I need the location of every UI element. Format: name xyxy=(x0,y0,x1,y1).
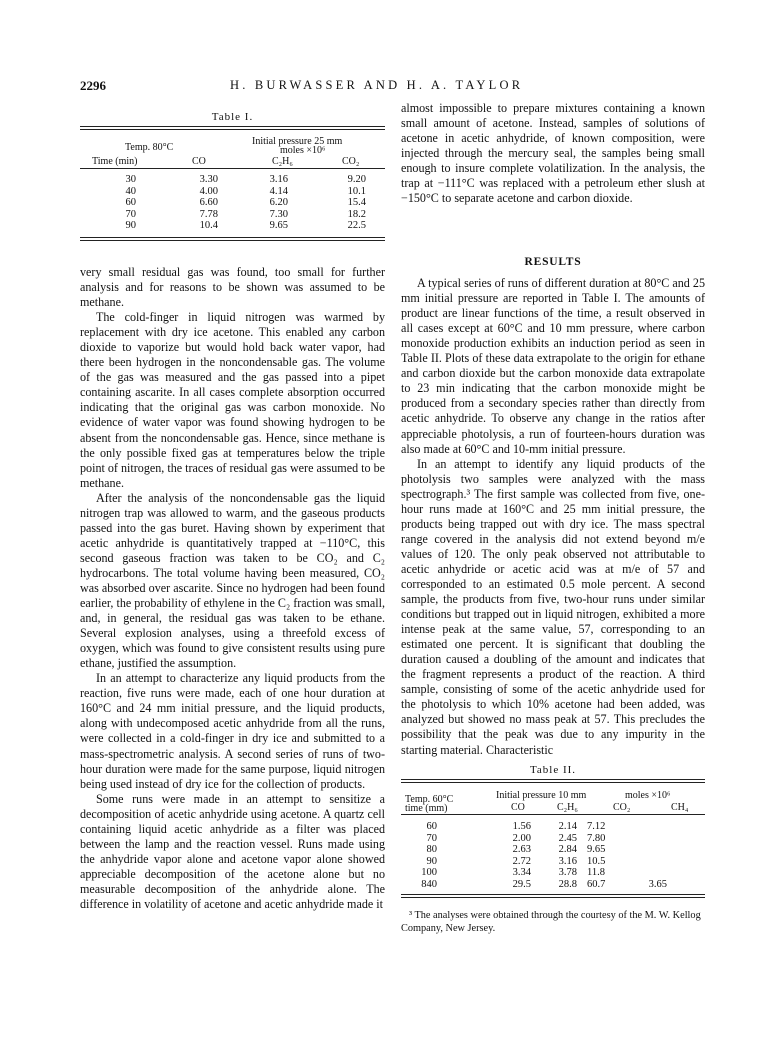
table-1-pressure: Initial pressure 25 mm xyxy=(252,136,343,147)
table-row: 70 2.00 2.45 7.80 xyxy=(426,832,606,844)
table-2-col-c2h6: C₂H₆ xyxy=(557,802,578,813)
paragraph: In an attempt to identify any liquid products of the photolysis two samples were analyzed with the mass spectrograph.³ The first sample was collected from five, one-hour runs made at 160°C and 25 mm initial pressure, the products being trapped out with dry ice. The mass spectral range covered in the analysis did not extend beyond m/e values of 120. The only peak observed not attributable to acetic anhydride or acetic acid was at m/e of 57 and corresponded to an estimated 0.5 mole percent. A second sample, the products from five, two-hour runs under similar conditions but trapped out in liquid nitrogen, exhibited a more intense peak at the same value, 57, corresponding to an estimated one percent. It is significant that doubling the duration caused a doubling of the amount and indicates that the fragment represents a product of the reaction. A third sample, consisting of some of the acetic anhydride used for the photolysis to which 10% acetone had been added, was analyzed but showed no mass peak at 57. This precludes the possibility that the peak was due to any impurity in the starting material. Characteristic xyxy=(401,456,705,757)
section-heading: RESULTS xyxy=(524,256,582,268)
table-1-col-co2: CO₂ xyxy=(342,156,360,167)
table-row: 70 7.78 7.30 18.2 xyxy=(125,208,366,220)
table-2-time: time (mm) xyxy=(405,803,448,814)
table-1-head-rule xyxy=(80,168,385,169)
table-row: 60 6.60 6.20 15.4 xyxy=(125,197,366,208)
table-1-bottom-rule-2 xyxy=(80,240,385,241)
paragraph: very small residual gas was found, too small for further analysis and for reasons to be shown was assumed to be methane. xyxy=(80,265,385,310)
paragraph: After the analysis of the noncondensable gas the liquid nitrogen trap was allowed to warm, and the gaseous products passed into the gas buret. Having shown by experiment that acetic anhydride is quantitatively trapped at −110°C, this second gaseous fraction was taken to be CO₂ and C₂ hydrocarbons. The total volume having been measured, CO₂ was absorbed over ascarite. Since no hydrogen had been found earlier, the probability of ethylene in the C₂ fraction was small, and, in general, the residual gas was taken to be ethane. Several explosion analyses, using a threefold excess of oxygen, which was found to give consistent results using pure ethane, justified the assumption. xyxy=(80,490,385,671)
page-number: 2296 xyxy=(80,78,106,93)
table-1-temp: Temp. 80°C xyxy=(125,142,174,153)
table-2-bottom-rule xyxy=(401,894,705,895)
table-row: 30 3.30 3.16 9.20 xyxy=(125,174,366,185)
right-column-top xyxy=(401,101,705,206)
table-2-top-rule-2 xyxy=(401,782,705,783)
table-row: 90 10.4 9.65 22.5 xyxy=(125,220,366,231)
paragraph: almost impossible to prepare mixtures containing a known small amount of acetone. Instead, samples of solutions of acetone in acetic anhydride, of known composition, were injected through the mercury seal, the samples being small enough to insure complete volatilization. In the analysis, the trap at −111°C was replaced with a petroleum ether slush at −150°C to separate acetone and carbon dioxide. xyxy=(401,101,705,206)
table-2-col-co2: CO₂ xyxy=(613,802,631,813)
table-2-pressure: Initial pressure 10 mm xyxy=(496,790,587,801)
running-header: H. BURWASSER AND H. A. TAYLOR xyxy=(230,78,524,92)
table-2-col-ch4: CH₄ xyxy=(671,802,689,813)
table-1-body xyxy=(80,174,385,232)
table-1-col-time: Time (min) xyxy=(92,156,138,167)
table-1-top-rule-2 xyxy=(80,129,385,130)
table-1-col-co: CO xyxy=(192,156,206,167)
table-row: 80 2.63 2.84 9.65 xyxy=(426,844,606,855)
table-2-body xyxy=(401,821,705,890)
table-2-temp: Temp. 60°C xyxy=(405,794,454,805)
paragraph: The cold-finger in liquid nitrogen was warmed by replacement with dry ice acetone. This enabled any carbon dioxide to vaporize but would hold back water vapor, had there been hydrogen in the noncondensable gas. The volume of the gas was measured and the gas passed into a pipet containing ascarite. In all cases complete absorption occurred indicating that the original gas was carbon monoxide. No evidence of water vapor was found showing hydrogen to be absent from the noncondensable gas. Hence, since methane is the only possible fixed gas at temperatures below the triple point of nitrogen, the traces of residual gas were assumed to be methane. xyxy=(80,310,385,490)
paragraph: In an attempt to characterize any liquid products from the reaction, five runs were made, each of one hour duration at 160°C and 24 mm initial pressure, and the liquid products, along with undecomposed acetic anhydride from all the runs, were collected in a cold-finger in dry ice and submitted to a mass-spectrometric analysis. A second series of runs of two-hour duration were made for the same purpose, liquid nitrogen being used instead of dry ice for the collection of products. xyxy=(80,671,385,791)
table-2-top-rule xyxy=(401,779,705,780)
left-column xyxy=(80,265,385,912)
table-1-top-rule xyxy=(80,126,385,127)
right-column-results xyxy=(401,255,705,758)
table-1-bottom-rule xyxy=(80,237,385,238)
table-2-caption: Table II. xyxy=(529,764,577,776)
paragraph: A typical series of runs of different duration at 80°C and 25 mm initial pressure are reported in Table I. The amounts of product are linear functions of the time, a result observed in all cases except at 60°C and 10 mm pressure, where carbon monoxide production exhibits an induction period as seen in Table II. Plots of these data extrapolate to the origin for ethane and carbon dioxide but the carbon monoxide data extrapolate to 23 min indicating that the carbon monoxide might be produced from a secondary species rather than directly from acetic anhydride. To observe any change in the ratios after appreciable photolysis, a run of fourteen-hours duration was also made at 60°C and 10-mm initial pressure. xyxy=(401,276,705,456)
table-1-col-c2h6: C₂H₆ xyxy=(272,156,293,167)
table-2-units: moles ×10⁶ xyxy=(625,790,671,801)
table-2-col-co: CO xyxy=(511,802,525,813)
footnote: ³ The analyses were obtained through the courtesy of the M. W. Kellog Company, New Jersey. xyxy=(401,910,701,934)
paragraph: Some runs were made in an attempt to sensitize a decomposition of acetic anhydride using acetone. A quartz cell containing liquid acetic anhydride as a filter was placed between the lamp and the reaction vessel. Runs made using the anhydride vapor alone and acetone vapor alone showed appreciable decomposition of the acetone alone but no measurable decomposition of the anhydride alone. The difference in volatility of acetone and acetic anhydride made it xyxy=(80,791,385,911)
table-2-bottom-rule-2 xyxy=(401,897,705,898)
table-1-units: moles ×10⁶ xyxy=(280,145,326,156)
table-row: 60 1.56 2.14 7.12 xyxy=(426,821,606,832)
table-row: 100 3.34 3.78 11.8 xyxy=(421,867,605,878)
table-2-head-rule xyxy=(401,814,705,815)
table-1-caption: Table I. xyxy=(211,111,254,123)
table-row: 840 29.5 28.8 60.7 3.65 xyxy=(421,878,667,890)
table-row: 90 2.72 3.16 10.5 xyxy=(426,855,606,867)
table-row: 40 4.00 4.14 10.1 xyxy=(125,185,366,197)
